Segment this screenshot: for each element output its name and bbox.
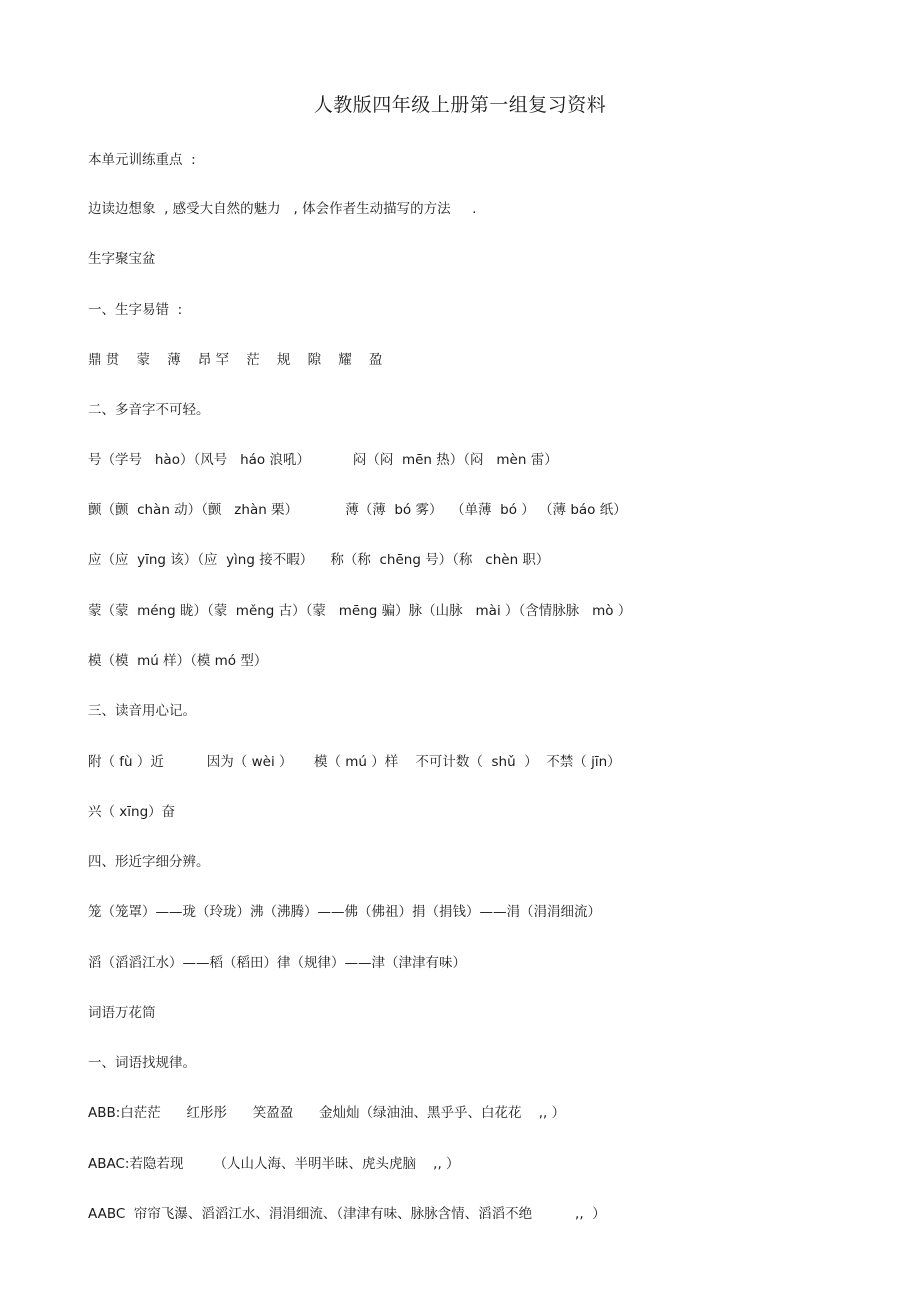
text-line: 模（模 mú 样）（模 mó 型） xyxy=(88,653,268,669)
text-line: 一、生字易错 : xyxy=(88,302,183,318)
section-heading: 词语万花筒 xyxy=(88,1005,156,1021)
text-line: AABC 帘帘飞瀑、滔滔江水、涓涓细流、（津津有味、脉脉含情、滔滔不绝 ,, ） xyxy=(88,1206,606,1222)
text-line: 鼎 贯 蒙 薄 昂 罕 茫 规 隙 耀 盈 xyxy=(88,352,383,368)
text-line: 本单元训练重点 : xyxy=(88,152,196,168)
text-line: 颤（颤 chàn 动）（颤 zhàn 栗） 薄（薄 bó 雾） （单薄 bó ） （薄 báo 纸） xyxy=(88,502,627,518)
text-line: 四、形近字细分辨。 xyxy=(88,854,210,870)
text-line: 一、词语找规律。 xyxy=(88,1055,196,1071)
text-line: 应（应 yīng 该）（应 yìng 接不暇） 称（称 chēng 号）（称 chèn 职） xyxy=(88,552,550,568)
text-line: 边读边想象 , 感受大自然的魅力 , 体会作者生动描写的方法 . xyxy=(88,201,477,217)
text-line: 号（学号 hào）（风号 háo 浪吼） 闷（闷 mēn 热）（闷 mèn 雷） xyxy=(88,452,558,468)
text-line: 蒙（蒙 méng 眬）（蒙 měng 古）（蒙 mēng 骗）脉（山脉 mài ）（含情脉脉 mò ） xyxy=(88,603,632,619)
text-line: ABB:白茫茫 红彤彤 笑盈盈 金灿灿（绿油油、黑乎乎、白花花 ,, ） xyxy=(88,1105,566,1121)
text-line: 二、多音字不可轻。 xyxy=(88,402,210,418)
text-line: 附（ fù ）近 因为（ wèi ） 模（ mú ）样 不可计数（ shǔ ） 不禁（ jīn） xyxy=(88,754,621,770)
section-heading: 生字聚宝盆 xyxy=(88,251,156,267)
document-title: 人教版四年级上册第一组复习资料 xyxy=(313,94,607,116)
text-line: 兴（ xīng）奋 xyxy=(88,804,176,820)
text-line: 滔（滔滔江水）——稻（稻田）律（规律）——津（津津有味） xyxy=(88,955,466,971)
text-line: ABAC:若隐若现 （人山人海、半明半昧、虎头虎脑 ,, ） xyxy=(88,1156,460,1172)
text-line: 笼（笼罩）——珑（玲珑）沸（沸腾）——佛（佛祖）捐（捐钱）——涓（涓涓细流） xyxy=(88,904,601,920)
text-line: 三、读音用心记。 xyxy=(88,703,196,719)
